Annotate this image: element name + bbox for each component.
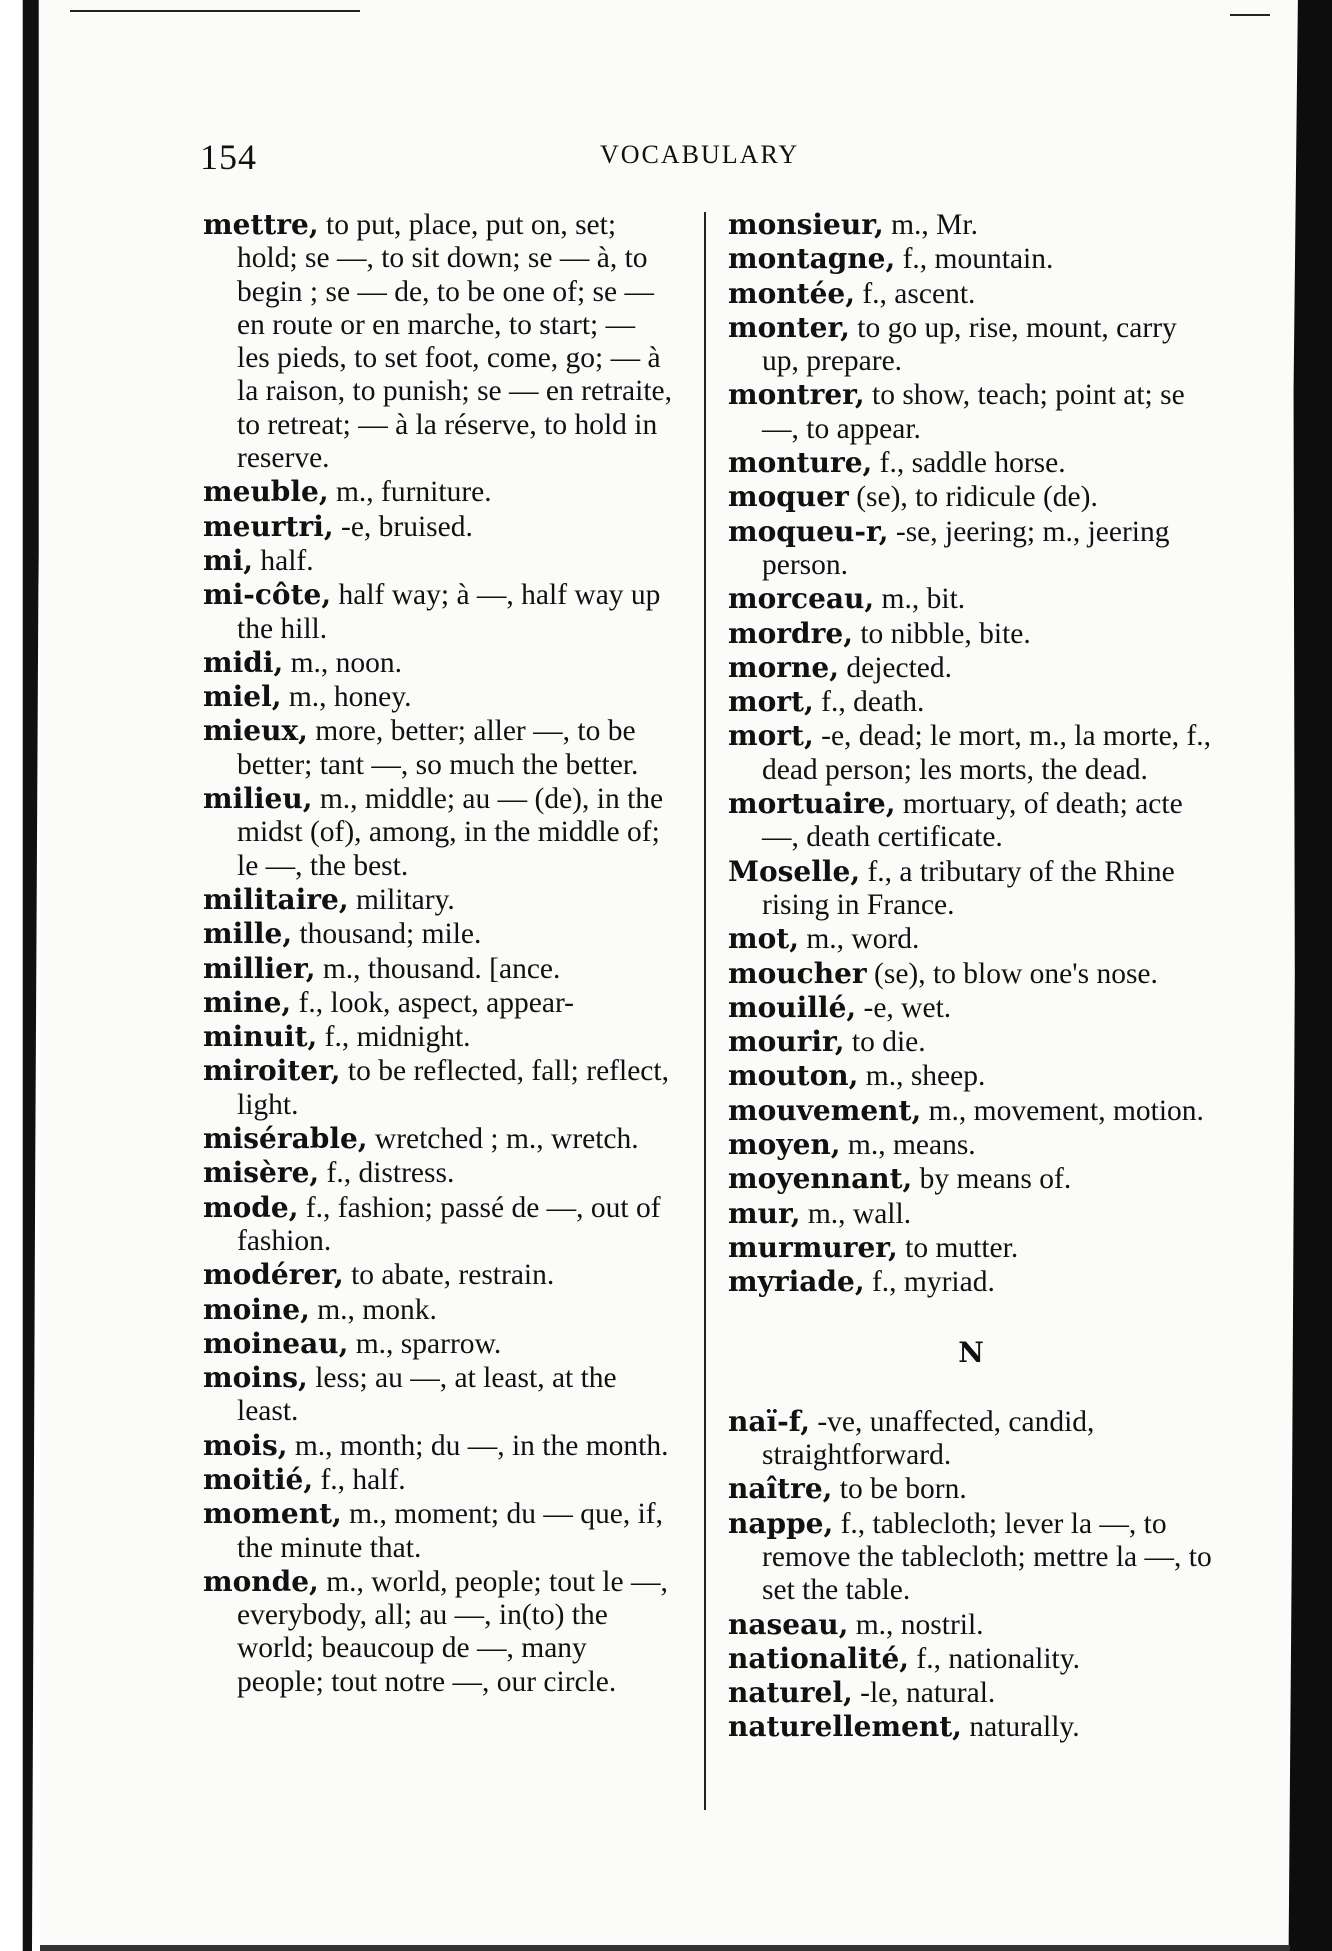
vocab-entry xyxy=(728,515,1214,583)
section-letter: N xyxy=(958,1335,984,1369)
entry-headword: mouillé, xyxy=(728,990,857,1024)
entry-headword: moment, xyxy=(203,1497,342,1531)
entry-definition: m., world, people; tout le —, everybody, all; au —, in(to) the world; beaucoup de —, many people; tout notre —, our circle. xyxy=(237,1565,668,1698)
vocab-entry xyxy=(203,578,675,646)
vocab-entry xyxy=(728,617,1214,651)
entry-headword: miroiter, xyxy=(203,1054,341,1088)
entry-headword: mi, xyxy=(203,543,254,577)
entry-definition: -se, jeering; m., jeering person. xyxy=(762,515,1170,581)
entry-definition: m., middle; au — (de), in the midst (of), among, in the middle of; le —, the best. xyxy=(237,783,664,882)
vocab-entry xyxy=(728,582,1214,616)
entry-definition: mortuary, of death; acte —, death certificate. xyxy=(762,788,1183,854)
vocab-entry xyxy=(203,1361,675,1429)
entry-headword: monsieur, xyxy=(728,208,884,241)
vocab-entry xyxy=(728,1128,1214,1162)
vocab-entry xyxy=(203,1054,675,1122)
vocab-entry xyxy=(728,1507,1214,1608)
entry-definition: naturally. xyxy=(961,1711,1080,1744)
vocab-entry xyxy=(203,208,675,475)
vocab-entry xyxy=(728,1472,1214,1506)
entry-definition: m., movement, motion. xyxy=(921,1094,1204,1127)
entry-headword: milieu, xyxy=(203,782,313,816)
entry-headword: misérable, xyxy=(203,1122,368,1156)
entry-definition: to abate, restrain. xyxy=(343,1259,555,1292)
entry-headword: monture, xyxy=(728,446,873,480)
vocab-entry xyxy=(203,714,675,782)
vocab-entry xyxy=(203,1429,675,1463)
entry-definition: f., tablecloth; lever la —, to remove the tablecloth; mettre la —, to set the table. xyxy=(762,1507,1212,1607)
entry-definition: -e, bruised. xyxy=(333,510,473,543)
entry-definition: -le, natural. xyxy=(852,1677,996,1710)
entry-headword: misère, xyxy=(203,1156,320,1190)
vocab-entry xyxy=(203,475,675,509)
vocab-entry xyxy=(203,986,675,1020)
entry-headword: meuble, xyxy=(203,475,329,509)
entry-headword: mur, xyxy=(728,1196,801,1230)
entry-headword: mettre, xyxy=(203,208,319,241)
entry-definition: m., honey. xyxy=(281,681,412,714)
vocab-entry xyxy=(728,719,1214,787)
vocab-entry xyxy=(728,1642,1214,1676)
entry-headword: naï-f, xyxy=(728,1404,810,1438)
entry-headword: midi, xyxy=(203,645,284,679)
entry-headword: naître, xyxy=(728,1472,833,1506)
entry-headword: montée, xyxy=(728,276,855,310)
entry-definition: f., nationality. xyxy=(909,1642,1080,1675)
entry-definition: f., fashion; passé de —, out of fashion. xyxy=(237,1191,661,1257)
entry-headword: militaire, xyxy=(203,882,349,916)
entry-definition: m., word. xyxy=(798,923,920,956)
vocab-entry xyxy=(728,378,1214,446)
entry-definition: m., means. xyxy=(840,1129,976,1162)
vocab-entry xyxy=(728,277,1214,311)
vocab-entry xyxy=(728,1710,1214,1744)
vocab-entry xyxy=(728,855,1214,923)
entry-definition: to die. xyxy=(844,1026,926,1059)
entry-headword: mort, xyxy=(728,719,814,753)
entry-definition: (se), to ridicule (de). xyxy=(848,481,1098,514)
vocab-entry xyxy=(728,1025,1214,1059)
entry-headword: modérer, xyxy=(203,1258,344,1292)
scan-bottom-edge xyxy=(40,1945,1290,1951)
entry-definition: m., sheep. xyxy=(858,1060,986,1093)
entry-headword: mille, xyxy=(203,917,293,951)
entry-headword: myriade, xyxy=(728,1265,865,1299)
entry-definition: to show, teach; point at; se —, to appear. xyxy=(762,379,1185,445)
vocab-entry xyxy=(203,883,675,917)
vocab-entry xyxy=(203,1327,675,1361)
vocab-entry xyxy=(728,1608,1214,1642)
entry-headword: moqueu-r, xyxy=(728,514,889,548)
vocab-entry xyxy=(203,1020,675,1054)
vocab-entry xyxy=(203,1293,675,1327)
entry-headword: morne, xyxy=(728,650,839,684)
entry-headword: mode, xyxy=(203,1190,299,1224)
entry-definition: less; au —, at least, at the least. xyxy=(237,1362,617,1428)
entry-definition: to mutter. xyxy=(897,1231,1019,1264)
entry-definition: wretched ; m., wretch. xyxy=(367,1123,639,1156)
entry-definition: to put, place, put on, set; hold; se —, to sit down; se — à, to begin ; se — de, to be one of; se — en route or en marche, to start; — les pieds, to set foot, come, go; — à la raison, to punish; se — en retraite, to retreat; — à la réserve, to hold in reserve. xyxy=(237,209,673,475)
entry-definition: f., look, aspect, appear- xyxy=(291,986,575,1019)
vocab-entry xyxy=(203,1122,675,1156)
entry-definition: half way; à —, half way up the hill. xyxy=(237,579,661,645)
entry-definition: by means of. xyxy=(912,1163,1072,1196)
vocab-entry xyxy=(203,544,675,578)
vocab-entry xyxy=(203,782,675,883)
vocab-entry xyxy=(728,1094,1214,1128)
entry-definition: f., half. xyxy=(313,1463,406,1496)
entry-definition: thousand; mile. xyxy=(292,918,482,951)
entry-headword: moquer xyxy=(728,480,849,514)
entry-definition: m., Mr. xyxy=(883,209,978,241)
vocab-entry xyxy=(203,680,675,714)
entry-headword: moineau, xyxy=(203,1326,349,1360)
entry-headword: Moselle, xyxy=(728,854,861,888)
vocab-entry xyxy=(203,510,675,544)
entry-headword: mourir, xyxy=(728,1025,845,1059)
entry-headword: nappe, xyxy=(728,1506,834,1540)
entry-definition: m., nostril. xyxy=(848,1608,984,1641)
vocab-entry xyxy=(203,1156,675,1190)
entry-headword: moyennant, xyxy=(728,1162,913,1196)
vocab-entry xyxy=(203,646,675,680)
vocab-entry xyxy=(728,1265,1214,1299)
entry-headword: mot, xyxy=(728,922,799,956)
entry-definition: f., distress. xyxy=(319,1157,455,1190)
entry-headword: montrer, xyxy=(728,378,865,412)
entry-definition: f., midnight. xyxy=(317,1021,471,1054)
entry-definition: dejected. xyxy=(838,651,953,684)
entry-headword: miel, xyxy=(203,680,282,714)
entry-definition: m., noon. xyxy=(283,646,403,679)
entry-definition: military. xyxy=(348,883,455,916)
entry-definition: f., a tributary of the Rhine rising in France. xyxy=(762,855,1175,921)
vocab-entry xyxy=(728,1676,1214,1710)
entry-definition: -ve, unaffected, candid, straightforward. xyxy=(762,1405,1095,1472)
vocab-entry xyxy=(203,917,675,951)
vocab-entry xyxy=(728,208,1214,242)
entry-headword: millier, xyxy=(203,951,316,985)
right-column xyxy=(728,208,1214,1745)
vocab-entry xyxy=(203,1191,675,1259)
vocab-entry xyxy=(728,787,1214,855)
vocab-entry xyxy=(728,1231,1214,1265)
vocab-entry xyxy=(728,480,1214,514)
entry-headword: minuit, xyxy=(203,1020,318,1054)
entry-headword: moine, xyxy=(203,1292,310,1326)
entry-definition: -e, wet. xyxy=(856,991,952,1024)
page-number: 154 xyxy=(200,137,257,177)
vocab-entry xyxy=(203,1497,675,1565)
vocab-entry xyxy=(728,1162,1214,1196)
entry-headword: monde, xyxy=(203,1564,319,1598)
vocab-entry xyxy=(728,922,1214,956)
vocab-entry xyxy=(728,311,1214,379)
scan-right-shadow xyxy=(1270,0,1332,1951)
entry-definition: m., thousand. [ance. xyxy=(315,952,561,985)
vocab-entry xyxy=(728,651,1214,685)
vocab-entry xyxy=(728,991,1214,1025)
entry-headword: mouvement, xyxy=(728,1093,922,1127)
entry-headword: naseau, xyxy=(728,1607,849,1641)
entry-headword: mine, xyxy=(203,985,292,1019)
entry-definition: m., furniture. xyxy=(328,476,492,509)
scan-top-rule-right xyxy=(1230,14,1270,16)
entry-headword: naturel, xyxy=(728,1676,853,1710)
entry-definition: to go up, rise, mount, carry up, prepare. xyxy=(762,311,1177,378)
entry-definition: more, better; aller —, to be better; tant —, so much the better. xyxy=(237,715,639,781)
scan-top-rule xyxy=(70,10,360,12)
vocab-entry xyxy=(728,957,1214,991)
entry-headword: montagne, xyxy=(728,242,896,276)
entry-definition: m., moment; du — que, if, the minute that. xyxy=(237,1498,663,1564)
entry-definition: to be reflected, fall; reflect, light. xyxy=(237,1055,669,1121)
entry-definition: -e, dead; le mort, m., la morte, f., dead person; les morts, the dead. xyxy=(762,720,1212,786)
entry-definition: (se), to blow one's nose. xyxy=(866,957,1158,990)
vocab-entry xyxy=(203,1463,675,1497)
left-column xyxy=(203,208,675,1699)
entry-definition: f., saddle horse. xyxy=(872,447,1066,480)
entry-definition: f., ascent. xyxy=(854,277,976,310)
entry-headword: murmurer, xyxy=(728,1230,898,1264)
entry-definition: m., monk. xyxy=(309,1293,437,1326)
vocab-entry xyxy=(203,1565,675,1699)
entry-definition: m., sparrow. xyxy=(348,1327,502,1360)
entry-definition: f., myriad. xyxy=(864,1266,995,1299)
entry-headword: moins, xyxy=(203,1361,308,1395)
entry-headword: nationalité, xyxy=(728,1641,910,1675)
entry-definition: to be born. xyxy=(832,1473,967,1506)
entry-headword: mois, xyxy=(203,1428,288,1462)
running-head: VOCABULARY xyxy=(600,140,800,169)
entry-definition: m., month; du —, in the month. xyxy=(287,1429,669,1462)
entry-headword: mort, xyxy=(728,685,814,719)
entry-definition: m., bit. xyxy=(874,583,966,616)
entry-headword: moucher xyxy=(728,956,867,990)
entry-headword: mouton, xyxy=(728,1059,859,1093)
entry-headword: mordre, xyxy=(728,616,853,650)
entry-definition: m., wall. xyxy=(800,1197,912,1230)
entry-headword: moitié, xyxy=(203,1462,314,1496)
entry-headword: mi-côte, xyxy=(203,578,332,612)
vocab-entry xyxy=(203,952,675,986)
entry-headword: monter, xyxy=(728,310,850,344)
entry-headword: moyen, xyxy=(728,1128,841,1162)
vocab-entry xyxy=(728,1059,1214,1093)
entry-headword: mortuaire, xyxy=(728,787,896,821)
column-divider xyxy=(704,212,706,1810)
entry-definition: to nibble, bite. xyxy=(852,617,1031,650)
entry-headword: morceau, xyxy=(728,582,875,616)
entry-headword: naturellement, xyxy=(728,1710,962,1744)
vocab-entry xyxy=(728,1405,1214,1473)
entry-headword: mieux, xyxy=(203,714,308,748)
scan-left-shadow xyxy=(0,0,64,1951)
vocab-entry xyxy=(728,1197,1214,1231)
vocab-entry xyxy=(728,685,1214,719)
vocab-entry xyxy=(728,446,1214,480)
vocab-entry xyxy=(728,242,1214,276)
entry-definition: half. xyxy=(253,544,314,577)
vocab-entry xyxy=(203,1258,675,1292)
entry-definition: f., death. xyxy=(813,686,925,719)
entry-definition: f., mountain. xyxy=(895,243,1054,276)
entry-headword: meurtri, xyxy=(203,509,334,543)
